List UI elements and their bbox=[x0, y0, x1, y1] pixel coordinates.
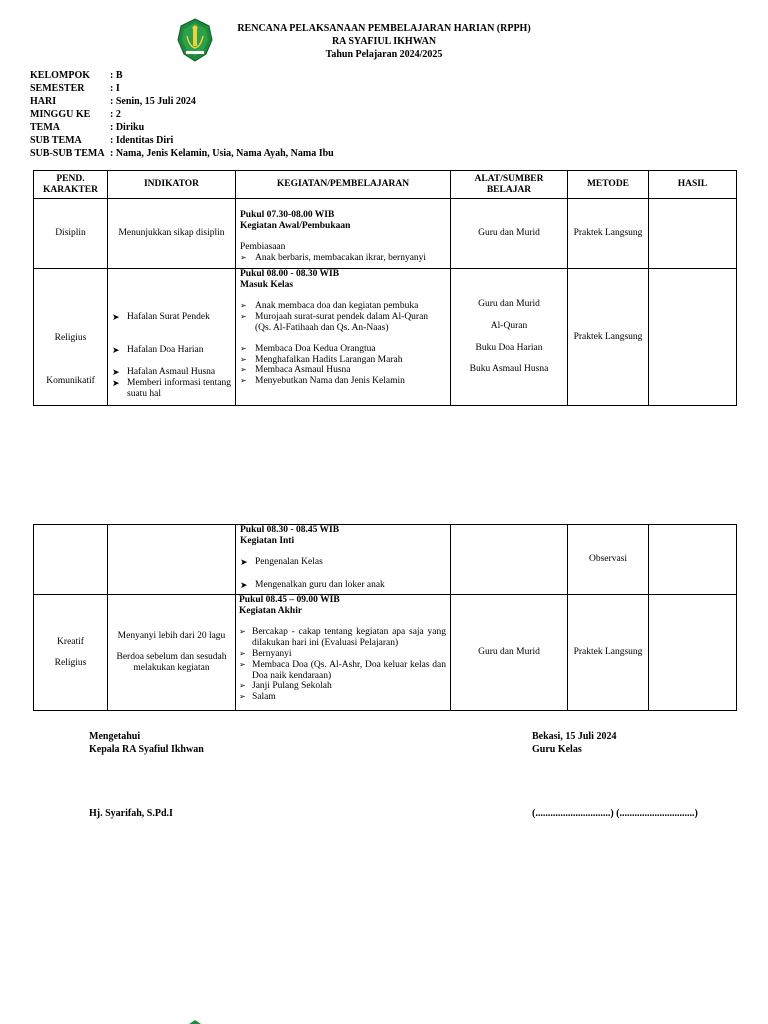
session-heading: Kegiatan Inti bbox=[240, 535, 295, 546]
session-time: Pukul 07.30-08.00 WIB bbox=[240, 210, 335, 220]
hasil-cell bbox=[649, 525, 737, 595]
list-item: ➢ Salam bbox=[239, 692, 446, 703]
signature-right-name: (..............................) (..............................) bbox=[532, 808, 698, 819]
table-row bbox=[34, 269, 737, 406]
karakter-cell: Religius Komunikatif bbox=[34, 269, 108, 406]
session-time: Pukul 08.30 - 08.45 WIB bbox=[240, 525, 340, 535]
list-item: ➢ Bercakap - cakap tentang kegiatan apa saja yang dilakukan hari ini (Evaluasi Pelajaran) bbox=[239, 627, 446, 649]
list-item: ➤ Hafalan Surat Pendek bbox=[112, 312, 231, 323]
header-indikator: INDIKATOR bbox=[108, 171, 236, 199]
list-item: ➢ Menyebutkan Nama dan Jenis Kelamin bbox=[240, 376, 446, 387]
metode-cell: Praktek Langsung bbox=[568, 269, 649, 406]
header-kegiatan: KEGIATAN/PEMBELAJARAN bbox=[236, 171, 451, 199]
session-heading: Kegiatan Awal/Pembukaan bbox=[240, 220, 351, 231]
list-item: ➤ Mengenalkan guru dan loker anak bbox=[240, 580, 446, 591]
signature-left-name: Hj. Syarifah, S.Pd.I bbox=[89, 808, 173, 819]
kegiatan-cell bbox=[236, 525, 451, 595]
list-item: ➢ Menghafalkan Hadits Larangan Marah bbox=[240, 355, 446, 366]
kegiatan-cell bbox=[236, 199, 451, 269]
list-item: ➢ Membaca Asmaul Husna bbox=[240, 365, 446, 376]
session-time: Pukul 08.00 - 08.30 WIB bbox=[240, 269, 340, 279]
metode-cell: Praktek Langsung bbox=[568, 595, 649, 711]
indikator-cell: Menunjukkan sikap disiplin bbox=[108, 199, 236, 269]
alat-cell: Guru dan Murid Al-Quran Buku Doa Harian Buku Asmaul Husna bbox=[451, 269, 568, 406]
session-heading: Masuk Kelas bbox=[240, 279, 294, 290]
signature-left-label: Mengetahui bbox=[89, 731, 141, 742]
table-row bbox=[34, 525, 737, 595]
table-row bbox=[34, 199, 737, 269]
karakter-cell: Disiplin bbox=[34, 199, 108, 269]
header-metode: METODE bbox=[568, 171, 649, 199]
list-item: ➢ Bernyanyi bbox=[239, 649, 446, 660]
signature-right-role: Guru Kelas bbox=[532, 744, 582, 755]
list-item: ➤ Hafalan Doa Harian bbox=[112, 345, 231, 356]
signature-left-role: Kepala RA Syafiul Ikhwan bbox=[89, 744, 204, 755]
kegiatan-cell bbox=[236, 269, 451, 406]
list-item: ➤ Hafalan Asmaul Husna bbox=[112, 367, 231, 378]
metode-cell: Praktek Langsung bbox=[568, 199, 649, 269]
list-item: ➤ Memberi informasi tentang suatu hal bbox=[112, 378, 231, 400]
header-hasil: HASIL bbox=[649, 171, 737, 199]
indikator-cell bbox=[108, 525, 236, 595]
kegiatan-cell bbox=[236, 595, 451, 711]
school-logo-icon bbox=[176, 18, 214, 62]
list-item: ➢ Membaca Doa Kedua Orangtua bbox=[240, 344, 446, 355]
rpph-table bbox=[33, 170, 737, 406]
school-name: RA SYAFIUL IKHWAN bbox=[331, 36, 437, 47]
metode-cell: Observasi bbox=[568, 525, 649, 595]
list-item: ➢ Membaca Doa (Qs. Al-Ashr, Doa keluar kelas dan Doa naik kendaraan) bbox=[239, 660, 446, 682]
hasil-cell bbox=[649, 595, 737, 711]
karakter-cell bbox=[34, 525, 108, 595]
list-item: ➢ Murojaah surat-surat pendek dalam Al-Quran (Qs. Al-Fatihaah dan Qs. An-Naas) bbox=[240, 312, 446, 334]
alat-cell: Guru dan Murid bbox=[451, 595, 568, 711]
alat-cell: Guru dan Murid bbox=[451, 199, 568, 269]
session-time: Pukul 08.45 – 09.00 WIB bbox=[239, 595, 340, 605]
table-row bbox=[34, 595, 737, 711]
alat-cell bbox=[451, 525, 568, 595]
session-subheading: Pembiasaan bbox=[240, 241, 286, 252]
signature-right-date: Bekasi, 15 Juli 2024 bbox=[532, 731, 617, 742]
session-heading: Kegiatan Akhir bbox=[239, 605, 303, 616]
list-item: ➤ Pengenalan Kelas bbox=[240, 557, 446, 568]
table-header-row bbox=[34, 171, 737, 199]
list-item: ➢ Janji Pulang Sekolah bbox=[239, 681, 446, 692]
rpph-table-continued bbox=[33, 524, 737, 711]
document-title: RENCANA PELAKSANAAN PEMBELAJARAN HARIAN (RPPH) bbox=[237, 23, 531, 34]
indikator-cell: Menyanyi lebih dari 20 lagu Berdoa sebelum dan sesudah melakukan kegiatan bbox=[108, 595, 236, 711]
hasil-cell bbox=[649, 269, 737, 406]
indikator-cell bbox=[108, 269, 236, 406]
next-page-logo-icon bbox=[188, 1018, 202, 1024]
hasil-cell bbox=[649, 199, 737, 269]
header-alat: ALAT/SUMBER BELAJAR bbox=[451, 171, 568, 199]
academic-year: Tahun Pelajaran 2024/2025 bbox=[325, 49, 443, 60]
header-pend-karakter: PEND. KARAKTER bbox=[34, 171, 108, 199]
list-item: ➢ Anak membaca doa dan kegiatan pembuka bbox=[240, 301, 446, 312]
list-item: ➢ Anak berbaris, membacakan ikrar, bernyanyi bbox=[240, 253, 446, 264]
karakter-cell: Kreatif Religius bbox=[34, 595, 108, 711]
